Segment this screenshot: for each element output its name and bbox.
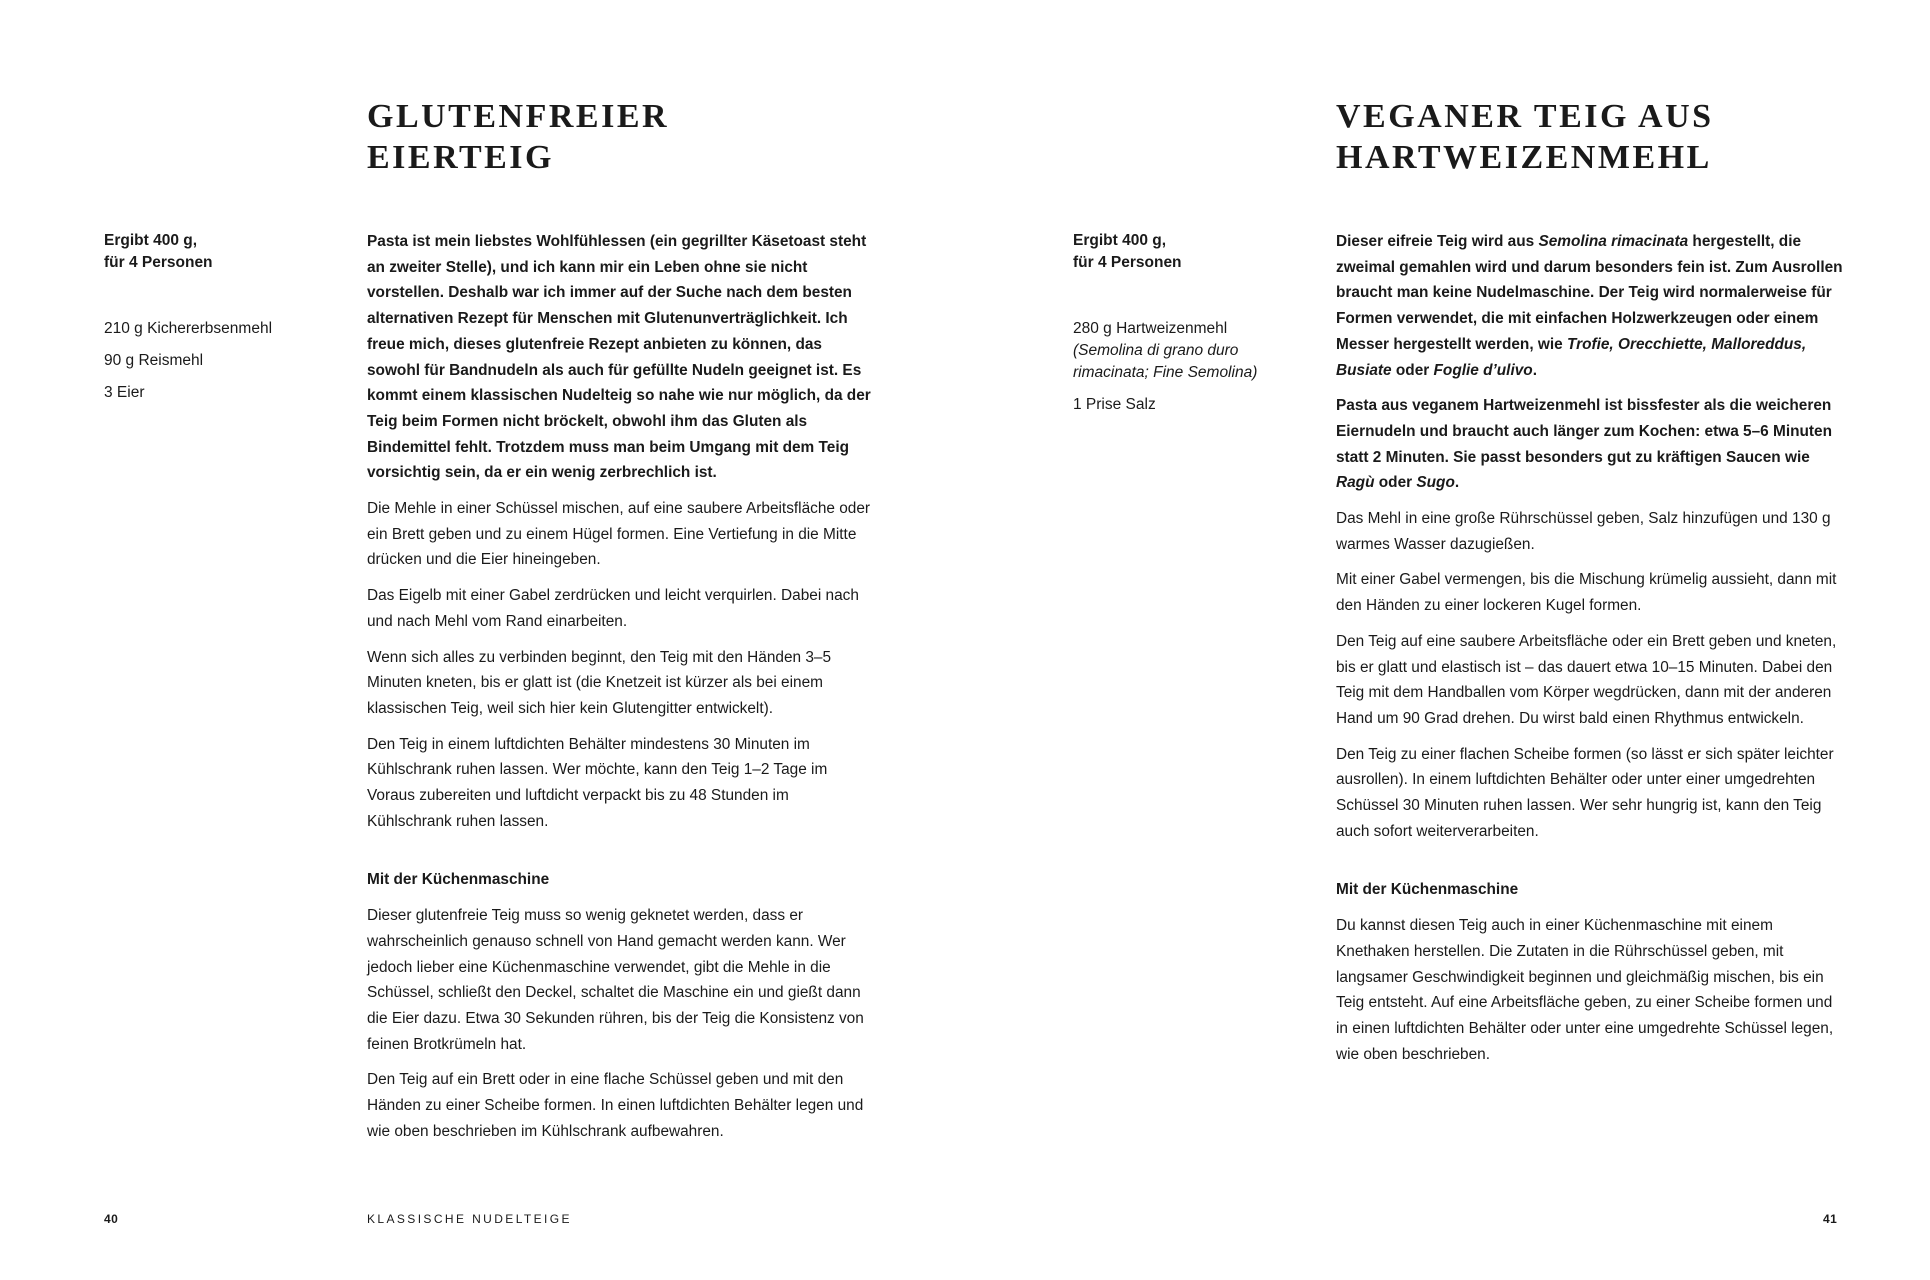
right-machine-step: Du kannst diesen Teig auch in einer Küchenmaschine mit einem Knethaken herstellen. Die Zutaten in die Rührschüssel geben, mit langsamer Geschwindigkeit beginnen und gleichmäßig mischen, bis ein Teig entsteht. Auf eine Arbeitsfläche geben, zu einer Scheibe formen und in einen luftdichten Behälter oder unter eine umgedrehte Schüssel legen, wie oben beschrieben. [1336, 917, 1834, 1063]
right-step-1: Das Mehl in eine große Rührschüssel geben, Salz hinzufügen und 130 g warmes Wasser dazugießen. [1336, 510, 1831, 553]
right-ingredients-column [1073, 230, 1308, 426]
left-ingredients-column [104, 230, 334, 414]
right-intro-1-italic-2: Trofie, Orecchiette, Malloreddus, Busiate [1336, 335, 1807, 379]
right-page-number: 41 [1823, 1212, 1838, 1226]
right-intro-2-italic-1: Ragù [1336, 474, 1375, 492]
left-intro: Pasta ist mein liebstes Wohlfühlessen (ein gegrillter Käsetoast steht an zweiter Stelle), und ich kann mir ein Leben ohne sie nicht vorstellen. Deshalb war ich immer auf der Suche nach dem besten alternativen Rezept für Menschen mit Glutenunverträglichkeit. Ich freue mich, dieses glutenfreie Rezept anbieten zu können, das sowohl für Bandnudeln als auch für gefüllte Nudeln geeignet ist. Es kommt einem klassischen Nudelteig so nahe wie nur möglich, da der Teig beim Formen nicht bröckelt, obwohl ihm das Gluten als Bindemittel fehlt. Trotzdem muss man beim Umgang mit dem Teig vorsichtig sein, da er ein wenig zerbrechlich ist. [367, 233, 871, 482]
right-intro-1-italic-1: Semolina rimacinata [1538, 233, 1689, 250]
left-ingredient-1-text: 210 g Kichererbsenmehl [104, 320, 273, 337]
right-yield [1073, 230, 1308, 274]
right-step-4: Den Teig zu einer flachen Scheibe formen (so lässt er sich später leichter ausrollen). In einem luftdichten Behälter oder unter einer umgedrehten Schüssel 30 Minuten ruhen lassen. Wer sehr hungrig ist, kann den Teig auch sofort weiterverarbeiten. [1336, 745, 1834, 840]
left-page-number: 40 [104, 1212, 119, 1226]
right-yield-line-1: Ergibt 400 g, [1073, 232, 1167, 249]
left-recipe-title [367, 96, 669, 178]
right-intro-2-italic-2: Sugo [1416, 474, 1455, 492]
left-title-line-1: GLUTENFREIER [367, 98, 670, 135]
left-ingredient-1 [104, 318, 334, 340]
left-step-2: Das Eigelb mit einer Gabel zerdrücken und leicht verquirlen. Dabei nach und nach Mehl vom Rand einarbeiten. [367, 587, 859, 630]
right-ingredient-1-note: (Semolina di grano duro rimacinata; Fine Semolina) [1073, 342, 1258, 381]
left-yield-line-1: Ergibt 400 g, [104, 232, 198, 249]
right-step-2: Mit einer Gabel vermengen, bis die Mischung krümelig aussieht, dann mit den Händen zu einer lockeren Kugel formen. [1336, 571, 1837, 615]
left-ingredient-2 [104, 350, 334, 372]
right-ingredient-1 [1073, 318, 1308, 384]
left-yield [104, 230, 334, 274]
left-step-1: Die Mehle in einer Schüssel mischen, auf eine saubere Arbeitsfläche oder ein Brett geben und zu einem Hügel formen. Eine Vertiefung in die Mitte drücken und die Eier hineingeben. [367, 500, 871, 569]
left-method-column [367, 229, 877, 1155]
right-ingredient-2 [1073, 394, 1308, 416]
right-title-line-1: VEGANER TEIG AUS [1336, 98, 1714, 135]
left-step-4: Den Teig in einem luftdichten Behälter mindestens 30 Minuten im Kühlschrank ruhen lassen. Wer möchte, kann den Teig 1–2 Tage im Voraus zubereiten und luftdicht verpackt bis zu 48 Stunden im Kühlschrank ruhen lassen. [367, 735, 828, 830]
left-machine-step-1: Dieser glutenfreie Teig muss so wenig geknetet werden, dass er wahrscheinlich genauso schnell von Hand gemacht werden kann. Wer jedoch lieber eine Küchenmaschine verwendet, gibt die Mehle in die Schüssel, schließt den Deckel, schaltet die Maschine ein und gießt dann die Eier dazu. Etwa 30 Sekunden rühren, bis der Teig die Konsistenz von feinen Brotkrümeln hat. [367, 907, 864, 1053]
left-ingredient-3 [104, 382, 334, 404]
right-yield-line-2: für 4 Personen [1073, 254, 1182, 271]
right-title-line-2: HARTWEIZENMEHL [1336, 139, 1712, 176]
right-intro-2: Pasta aus veganem Hartweizenmehl ist bissfester als die weicheren Eiernudeln und braucht auch länger zum Kochen: etwa 5–6 Minuten statt 2 Minuten. Sie passt besonders gut zu kräftigen Saucen wie Ragù oder Sugo. [1336, 397, 1832, 492]
right-intro-1-italic-3: Foglie d’ulivo [1433, 361, 1533, 379]
left-step-3: Wenn sich alles zu verbinden beginnt, den Teig mit den Händen 3–5 Minuten kneten, bis er glatt ist (die Knetzeit ist kürzer als bei einem klassischen Teig, weil sich hier kein Glutengitter entwickelt). [367, 648, 832, 717]
left-ingredient-2-text: 90 g Reismehl [104, 352, 204, 369]
right-intro-1: Dieser eifreie Teig wird aus Semolina rimacinata hergestellt, die zweimal gemahlen wird und darum besonders fein ist. Zum Ausrollen braucht man keine Nudelmaschine. Der Teig wird normalerweise für Formen verwendet, die mit einfachen Holzwerkzeugen oder einem Messer hergestellt werden, wie Trofie, Orecchiette, Malloreddus, Busiate oder Foglie d’ulivo. [1336, 233, 1843, 379]
right-recipe-title [1336, 96, 1714, 178]
left-machine-step-2: Den Teig auf ein Brett oder in eine flache Schüssel geben und mit den Händen zu einer Scheibe formen. In einen luftdichten Behälter legen und wie oben beschrieben im Kühlschrank aufbewahren. [367, 1071, 864, 1140]
right-step-3: Den Teig auf eine saubere Arbeitsfläche oder ein Brett geben und kneten, bis er glatt und elastisch ist – das dauert etwa 10–15 Minuten. Dabei den Teig mit dem Handballen vom Körper wegdrücken, dann mit der anderen Hand um 90 Grad drehen. Du wirst bald einen Rhythmus entwickeln. [1336, 632, 1837, 727]
left-ingredient-3-text: 3 Eier [104, 384, 145, 401]
left-yield-line-2: für 4 Personen [104, 254, 213, 271]
right-ingredient-2-text: 1 Prise Salz [1073, 396, 1156, 413]
left-machine-heading: Mit der Küchenmaschine [367, 871, 550, 889]
right-ingredient-1-text: 280 g Hartweizenmehl [1073, 320, 1228, 337]
left-title-line-2: EIERTEIG [367, 139, 554, 176]
right-method-column [1336, 229, 1846, 1077]
right-machine-heading: Mit der Küchenmaschine [1336, 881, 1519, 899]
running-head: KLASSISCHE NUDELTEIGE [367, 1212, 572, 1226]
